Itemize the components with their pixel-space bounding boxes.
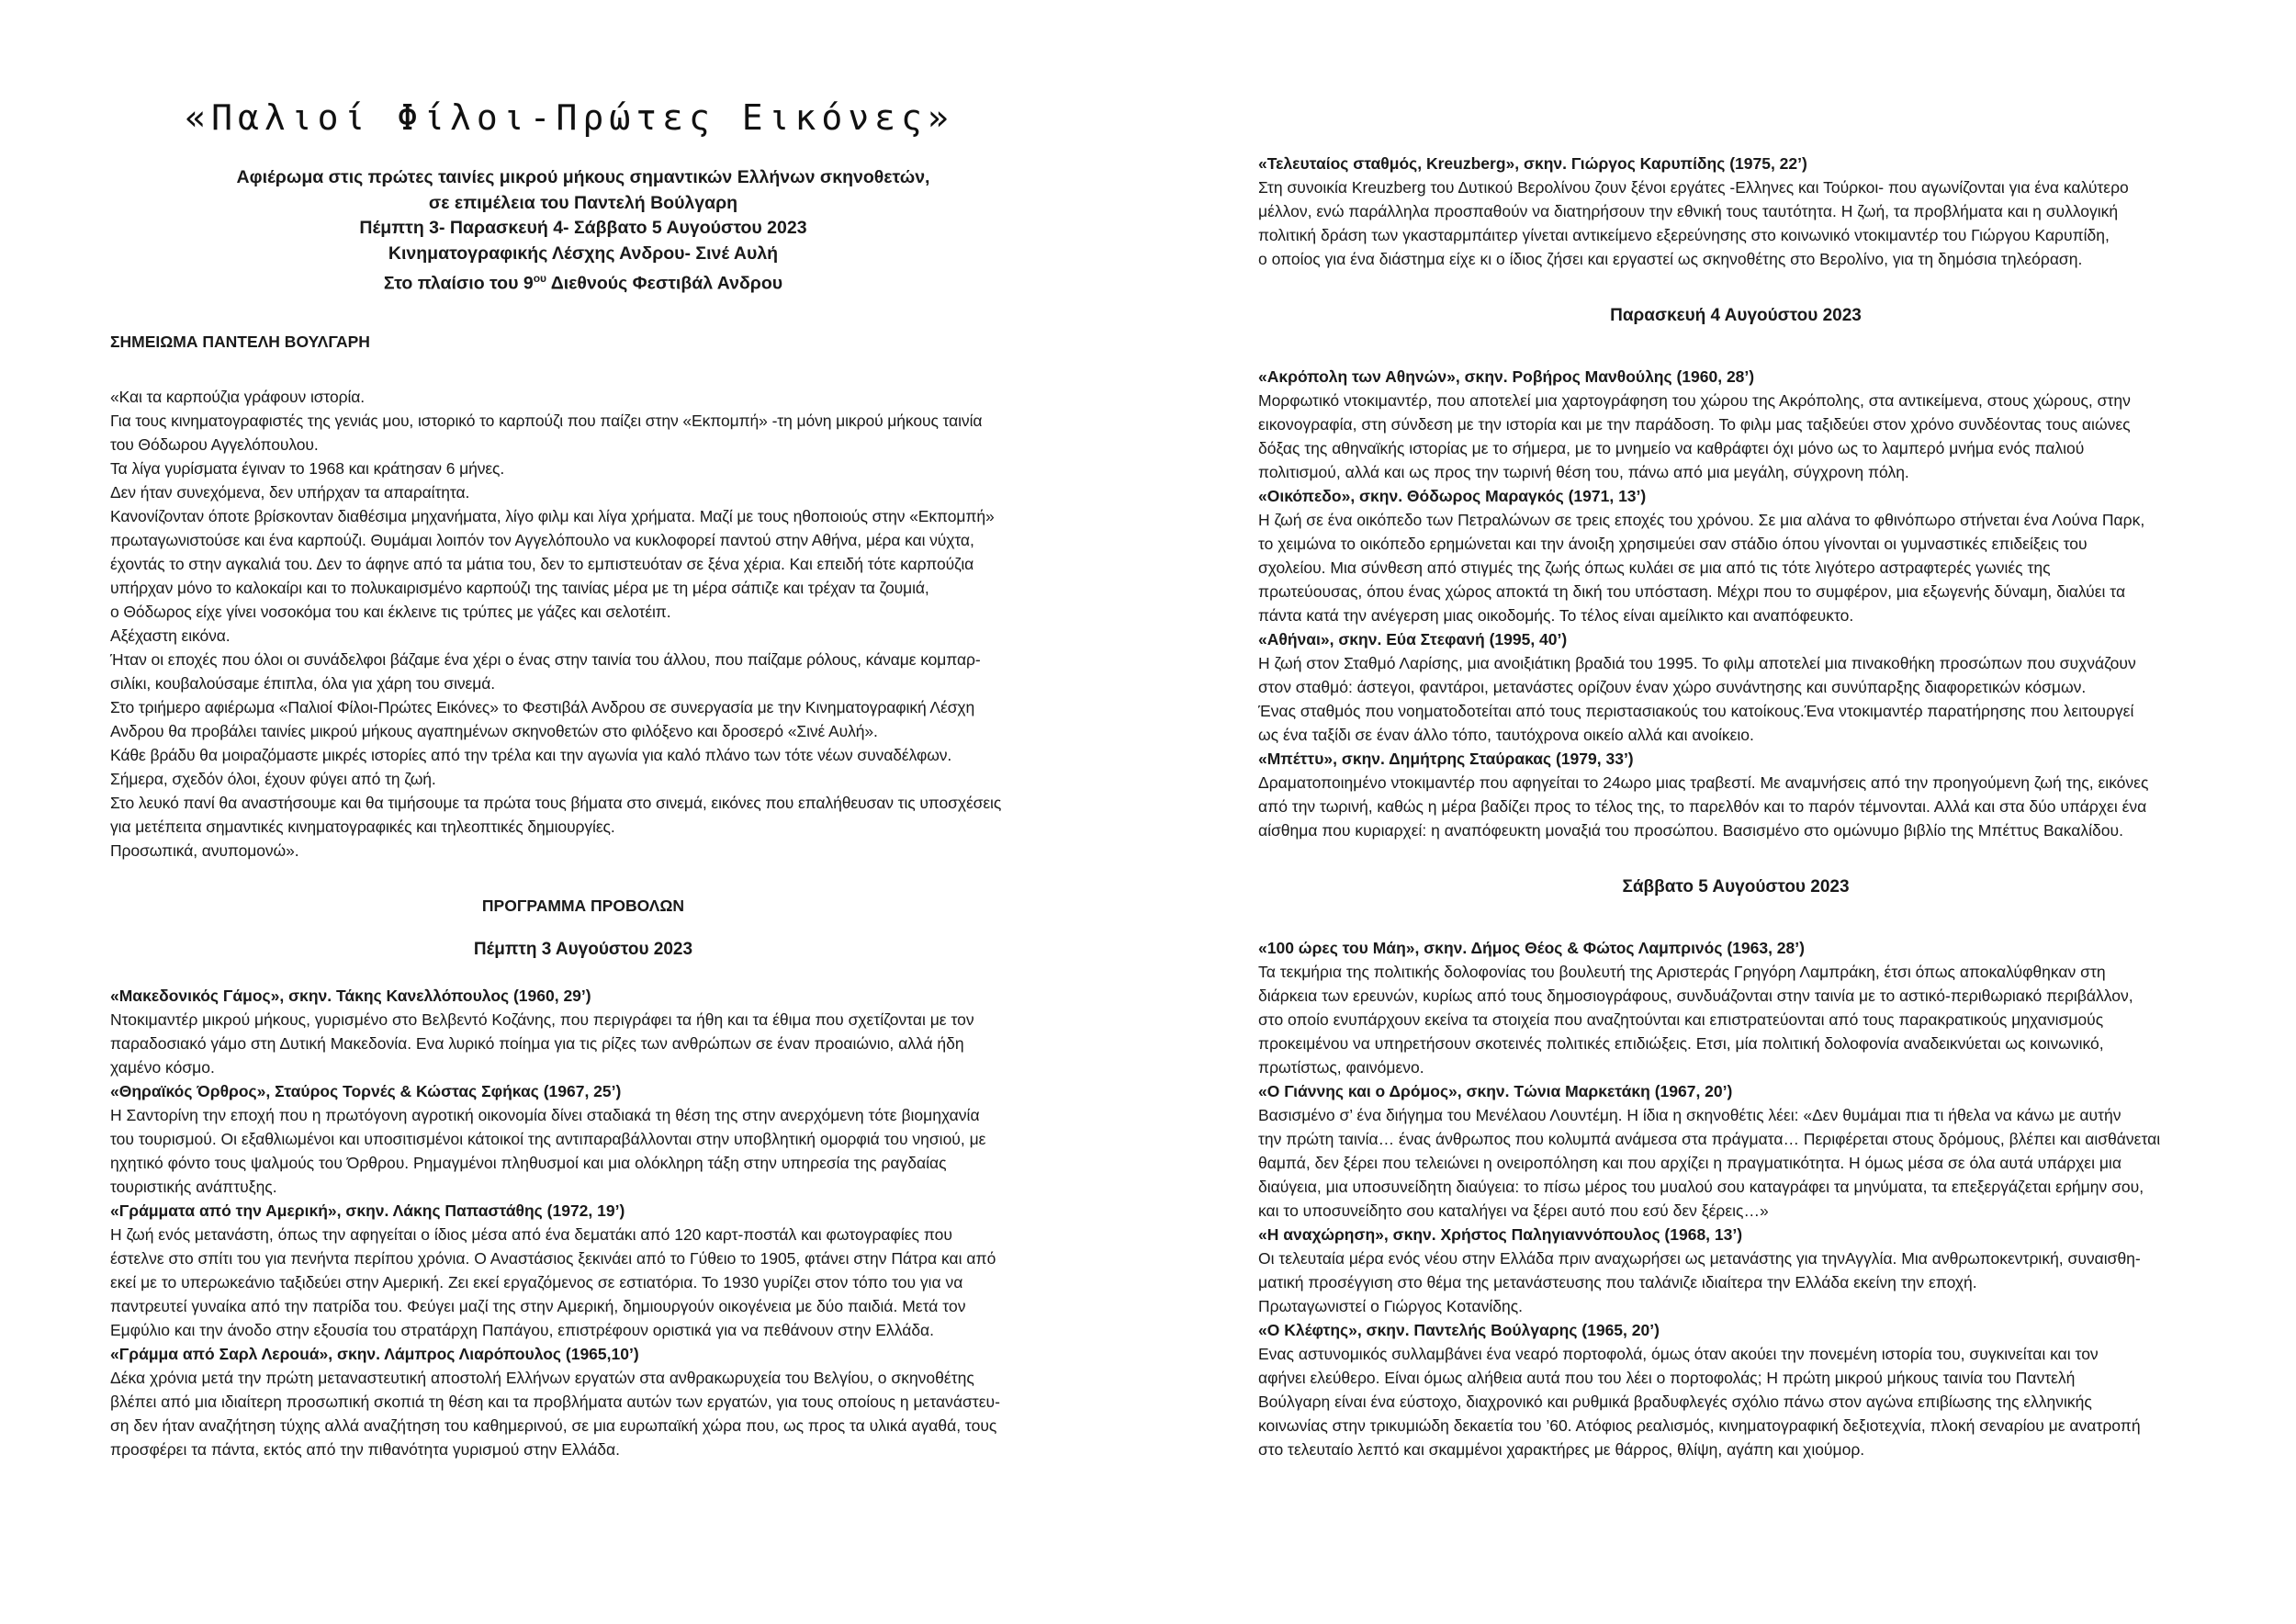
film-line: Ενας αστυνομικός συλλαμβάνει ένα νεαρό πορτοφολά, όμως όταν ακούει την πονεμένη ιστορία του, συγκινείται και τον: [1258, 1345, 2099, 1363]
film-line: στο οποίο ενυπάρχουν εκείνα τα στοιχεία που αναζητούνται και επιστρατεύονται από τους παρακρατικούς μηχανισμούς: [1258, 1010, 2104, 1029]
film-description: [1258, 1342, 2213, 1461]
film-line: Η ζωή στον Σταθμό Λαρίσης, μια ανοιξιάτικη βραδιά του 1995. Το φιλμ αποτελεί μια πινακοθήκη προσώπων που συχνάζουν: [1258, 654, 2136, 672]
film-title: «Ο Κλέφτης», σκην. Παντελής Βούλγαρης (1965, 20’): [1258, 1321, 1660, 1339]
film-description: [1258, 389, 2213, 484]
film-line: Οι τελευταία μέρα ενός νέου στην Ελλάδα πριν αναχωρήσει ως μετανάστης για τηνΑγγλία. Μια ανθρωποκεντρική, συναισθη-: [1258, 1249, 2141, 1268]
film-entry: [1258, 152, 2213, 271]
film-line: ματική προσέγγιση στο θέμα της μετανάστευσης που ταλάνιζε ιδιαίτερα την Ελλάδα εκείνη την εποχή.: [1258, 1273, 1977, 1291]
subtitle-line: Αφιέρωμα στις πρώτες ταινίες μικρού μήκους σημαντικών Ελλήνων σκηνοθετών,: [236, 167, 930, 187]
film-line: του τουρισμού. Οι εξαθλιωμένοι και υποσιτισμένοι κάτοικοί της αντιπαραβάλλονται στην υποβλητική ομορφιά του νησιού, με: [110, 1130, 986, 1148]
film-line: εικονογραφία, στη σύνδεση με την ιστορία και με την παράδοση. Το φιλμ μας ταξιδεύει στον χρόνο συνδέοντας τους αιώνες: [1258, 415, 2131, 434]
film-line: διάρκεια των ερευνών, κυρίως από τους δημοσιογράφους, συνδυάζονται στην ταινία με το αστικό-περιθωριακό περιβάλλον,: [1258, 987, 2133, 1005]
note-line: σιλίκι, κουβαλούσαμε έπιπλα, όλα για χάρη του σινεμά.: [110, 674, 496, 693]
film-entry: [110, 1079, 1056, 1199]
film-title: «Θηραϊκός Όρθρος», Σταύρος Τορνές & Κώστας Σφήκας (1967, 25’): [110, 1082, 622, 1100]
film-title: «Μακεδονικός Γάμος», σκην. Τάκης Κανελλόπουλος (1960, 29’): [110, 987, 591, 1005]
film-title: «Τελευταίος σταθμός, Kreuzberg», σκην. Γιώργος Καρυπίδης (1975, 22’): [1258, 154, 1807, 173]
film-title: «100 ώρες του Μάη», σκην. Δήμος Θέος & Φώτος Λαμπρινός (1963, 28’): [1258, 939, 1805, 957]
film-description: [110, 1008, 1056, 1079]
film-line: Δραματοποιημένο ντοκιμαντέρ που αφηγείται το 24ωρο μιας τραβεστί. Με αναμνήσεις από την προηγούμενη ζωή της, εικόνες: [1258, 773, 2149, 792]
note-line: Δεν ήταν συνεχόμενα, δεν υπήρχαν τα απαραίτητα.: [110, 483, 470, 502]
page-title: «Παλιοί Φίλοι-Πρώτες Εικόνες»: [185, 97, 954, 138]
film-line: θαμπά, δεν ξέρει που τελειώνει η ονειροπόληση και που αρχίζει η πραγματικότητα. Η όμως μέσα σε όλα αυτά υπάρχει μια: [1258, 1154, 2122, 1172]
film-entry: [1258, 747, 2213, 842]
note-line: για μετέπειτα σημαντικές κινηματογραφικές και τηλεοπτικές δημιουργίες.: [110, 818, 615, 836]
note-line: Προσωπικά, ανυπομονώ».: [110, 841, 299, 860]
festival-line-pre: Στο πλαίσιο του 9: [383, 273, 534, 294]
film-title: «Μπέττυ», σκην. Δημήτρης Σταύρακας (1979, 33’): [1258, 750, 1634, 768]
film-line: πολιτισμού, αλλά και ως προς την τωρινή θέση του, πάνω από μια μεγάλη, σύγχρονη πόλη.: [1258, 463, 1909, 481]
film-line: προκειμένου να υπηρετήσουν σκοτεινές πολιτικές επιδιώξεις. Ετσι, μία πολιτική δολοφονία αναδεικνύεται ως κοινωνικό,: [1258, 1034, 2104, 1053]
note-line: Ήταν οι εποχές που όλοι οι συνάδελφοι βάζαμε ένα χέρι ο ένας στην ταινία του άλλου, που παίζαμε ρόλους, κάναμε κομπαρ-: [110, 650, 981, 669]
subtitle-line: Κινηματογραφικής Λέσχης Ανδρου- Σινέ Αυλή: [388, 242, 779, 264]
film-entry: [1258, 936, 2213, 1079]
film-line: Βούλγαρη είναι ένα εύστοχο, διαχρονικό και ρυθμικά βραδυφλεγές σχόλιο πάνω στον αγώνα επιβίωσης της ελληνικής: [1258, 1393, 2092, 1411]
film-description: [110, 1103, 1056, 1199]
film-line: Η ζωή ενός μετανάστη, όπως την αφηγείται ο ίδιος μέσα από ένα δεματάκι από 120 καρτ-ποστάλ και φωτογραφίες που: [110, 1225, 952, 1244]
festival-sup: ου: [533, 272, 547, 285]
film-line: πολιτική δράση των γκασταρμπάιτερ γίνεται αντικείμενο εξερεύνησης στο κοινωνικό ντοκιμαντέρ του Γιώργου Καρυπίδη,: [1258, 226, 2110, 244]
film-line: Η Σαντορίνη την εποχή που η πρωτόγονη αγροτική οικονομία δίνει σταδιακά τη θέση της στην ανερχόμενη τότε βιομηχανία: [110, 1106, 980, 1124]
left-page: [110, 92, 1056, 1461]
festival-line-post: Διεθνούς Φεστιβάλ Ανδρου: [546, 273, 783, 294]
film-line: στον σταθμό: άστεγοι, φαντάροι, μετανάστες ορίζουν έναν χώρο συνάντησης και συνύπαρξης διαφορετικών κόσμων.: [1258, 678, 2087, 696]
film-line: Δέκα χρόνια μετά την πρώτη μεταναστευτική αποστολή Ελλήνων εργατών στα ανθρακωρυχεία του Βελγίου, ο σκηνοθέτης: [110, 1369, 974, 1387]
film-line: βλέπει από μια ιδιαίτερη προσωπική σκοπιά τη θέση και τα προβλήματα αυτών των εργατών, για τους οποίους η μετανάστευ-: [110, 1393, 1000, 1411]
film-description: [1258, 1246, 2213, 1318]
film-line: Η ζωή σε ένα οικόπεδο των Πετραλώνων σε τρεις εποχές του χρόνου. Σε μια αλάνα το φθινόπωρο στήνεται ένα Λούνα Παρκ,: [1258, 511, 2145, 529]
film-description: [1258, 508, 2213, 627]
film-description: [1258, 771, 2213, 842]
film-title: «Γράμματα από την Αμερική», σκην. Λάκης Παπαστάθης (1972, 19’): [110, 1201, 625, 1220]
day-heading-friday: Παρασκευή 4 Αυγούστου 2023: [1610, 306, 1862, 325]
film-line: Στη συνοικία Kreuzberg του Δυτικού Βερολίνου ζουν ξένοι εργάτες -Ελληνες και Τούρκοι- που αγωνίζονται για ένα καλύτερο: [1258, 178, 2129, 197]
film-line: Πρωταγωνιστεί ο Γιώργος Κοτανίδης.: [1258, 1297, 1524, 1315]
note-heading: ΣΗΜΕΙΩΜΑ ΠΑΝΤΕΛΗ ΒΟΥΛΓΑΡΗ: [110, 333, 370, 351]
film-line: και το υποσυνείδητο σου καταλήγει να ξέρει αυτό που εσύ δεν ξέρεις…»: [1258, 1201, 1769, 1220]
note-line: Τα λίγα γυρίσματα έγιναν το 1968 και κράτησαν 6 μήνες.: [110, 459, 505, 478]
note-line: Στο τριήμερο αφιέρωμα «Παλιοί Φίλοι-Πρώτες Εικόνες» το Φεστιβάλ Ανδρου σε συνεργασία με την Κινηματογραφική Λέσχη: [110, 698, 975, 716]
note-line: Αξέχαστη εικόνα.: [110, 626, 231, 645]
film-line: Ένας σταθμός που νοηματοδοτείται από τους περιστασιακούς του κατοίκους.Ένα ντοκιμαντέρ παρατήρησης που λειτουργεί: [1258, 702, 2134, 720]
note-line: «Και τα καρπούζια γράφουν ιστορία.: [110, 388, 366, 406]
film-line: μέλλον, ενώ παράλληλα προσπαθούν να διατηρήσουν την εθνική τους ταυτότητα. Η ζωή, τα προβλήματα και η συλλογική: [1258, 202, 2119, 220]
film-description: [110, 1223, 1056, 1342]
note-line: υπήρχαν μόνο το καλοκαίρι και το πολυκαιρισμένο καρπούζι της ταινίας μέρα με τη μέρα σάπιζε και τρέχαν τα ζουμιά,: [110, 579, 929, 597]
film-line: Ντοκιμαντέρ μικρού μήκους, γυρισμένο στο Βελβεντό Κοζάνης, που περιγράφει τα ήθη και τα έθιμα που σχετίζονται με τον: [110, 1010, 974, 1029]
film-description: [1258, 1103, 2213, 1223]
note-body: [110, 385, 1056, 863]
film-line: Βασισμένο σ’ ένα διήγημα του Μενέλαου Λουντέμη. Η ίδια η σκηνοθέτις λέει: «Δεν θυμάμαι πια τι ήθελα να κάνω με αυτήν: [1258, 1106, 2122, 1124]
film-entry: [1258, 1223, 2213, 1318]
film-line: αφήνει ελεύθερο. Είναι όμως αλήθεια αυτά που του λέει ο πορτοφολάς; Η πρώτη μικρού μήκους ταινία του Παντελή: [1258, 1369, 2076, 1387]
film-line: πρωτίστως, φαινόμενο.: [1258, 1058, 1424, 1077]
note-line: του Θόδωρου Αγγελόπουλου.: [110, 435, 319, 454]
film-line: ως ένα ταξίδι σε έναν άλλο τόπο, ταυτόχρονα οικείο αλλά και ανοίκειο.: [1258, 726, 1754, 744]
film-line: από την τωρινή, καθώς η μέρα βαδίζει προς το τέλος της, το παρελθόν και το παρόν τέμνονται. Αλλά και στα δύο υπάρχει ένα: [1258, 797, 2147, 816]
film-title: «Ο Γιάννης και ο Δρόμος», σκην. Τώνια Μαρκετάκη (1967, 20’): [1258, 1082, 1733, 1100]
film-title: «Γράμμα από Σαρλ Λεροuά», σκην. Λάμπρος Λιαρόπουλος (1965,10’): [110, 1345, 639, 1363]
film-line: εκεί με το υπερωκεάνιο ταξιδεύει στην Αμερική. Ζει εκεί εργαζόμενος σε εστιατόρια. Το 1930 γυρίζει στον τόπο του για να: [110, 1273, 963, 1291]
note-line: Για τους κινηματογραφιστές της γενιάς μου, ιστορικό το καρπούζι που παίζει στην «Εκπομπή» -τη μόνη μικρού μήκους ταινία: [110, 412, 983, 430]
film-entry: [110, 1342, 1056, 1461]
film-title: «Αθήναι», σκην. Εύα Στεφανή (1995, 40’): [1258, 630, 1568, 648]
film-line: παντρευτεί γυναίκα από την πατρίδα του. Φεύγει μαζί της στην Αμερική, δημιουργούν οικογένεια με δύο παιδιά. Μετά τον: [110, 1297, 966, 1315]
subtitle-line: σε επιμέλεια του Παντελή Βούλγαρη: [428, 192, 738, 213]
day-heading-thursday: Πέμπτη 3 Αυγούστου 2023: [473, 940, 693, 959]
film-line: χαμένο κόσμο.: [110, 1058, 215, 1077]
note-line: Στο λευκό πανί θα αναστήσουμε και θα τιμήσουμε τα πρώτα τους βήματα στο σινεμά, εικόνες που επαλήθευσαν τις υποσχέσεις: [110, 794, 1002, 812]
festival-line: [110, 266, 1056, 297]
film-line: τουριστικής ανάπτυξης.: [110, 1178, 277, 1196]
note-line: Κανονίζονταν όποτε βρίσκονταν διαθέσιμα μηχανήματα, λίγο φιλμ και λίγα χρήματα. Μαζί με τους ηθοποιούς στην «Εκπομπή»: [110, 507, 995, 525]
film-description: [110, 1366, 1056, 1461]
film-line: Μορφωτικό ντοκιμαντέρ, που αποτελεί μια χαρτογράφηση του χώρου της Ακρόπολης, στα αντικείμενα, στους χώρους, στην: [1258, 391, 2131, 410]
film-line: πάντα κατά την ανέγερση μιας οικοδομής. Το τέλος είναι αμείλικτο και αναπόφευκτο.: [1258, 606, 1854, 625]
film-line: σχολείου. Μια σύνθεση από στιγμές της ζωής όπως κυλάει σε μια από τις τότε λιγότερο αστραφτερές γωνιές της: [1258, 558, 2051, 577]
film-description: [1258, 175, 2213, 271]
subtitle-block: [110, 165, 1056, 297]
film-line: αίσθημα που κυριαρχεί: η αναπόφευκτη μοναξιά του προσώπου. Βασισμένο στο ομώνυμο βιβλίο της Μπέττυς Βακαλίδου.: [1258, 821, 2123, 840]
day-heading-saturday: Σάββατο 5 Αυγούστου 2023: [1622, 877, 1850, 897]
film-line: Εμφύλιο και την άνοδο στην εξουσία του στρατάρχη Παπάγου, επιστρέφουν οριστικά για να πεθάνουν στην Ελλάδα.: [110, 1321, 935, 1339]
film-description: [1258, 960, 2213, 1079]
note-line: Κάθε βράδυ θα μοιραζόμαστε μικρές ιστορίες από την τρέλα και την αγωνία για καλό πλάνο των τότε νέων συναδέλφων.: [110, 746, 952, 764]
film-line: Τα τεκμήρια της πολιτικής δολοφονίας του βουλευτή της Αριστεράς Γρηγόρη Λαμπράκη, έτσι όπως αποκαλύφθηκαν στη: [1258, 963, 2106, 981]
film-entry: [1258, 484, 2213, 627]
film-line: παραδοσιακό γάμο στη Δυτική Μακεδονία. Ενα λυρικό ποίημα για τις ρίζες των ανθρώπων σε έναν προαιώνιο, αλλά ήδη: [110, 1034, 964, 1053]
film-line: προσφέρει τα πάντα, εκτός από την πιθανότητα γυρισμού στην Ελλάδα.: [110, 1440, 620, 1459]
film-title: «Η αναχώρηση», σκην. Χρήστος Παληγιαννόπουλος (1968, 13’): [1258, 1225, 1743, 1244]
film-line: δόξας της αθηναϊκής ιστορίας με το σήμερα, με το μνημείο να καθράφτει όχι μόνο ως το λαμπερό μνήμα ενός παλιού: [1258, 439, 2085, 457]
film-entry: [110, 1199, 1056, 1342]
film-entry: [110, 984, 1056, 1079]
right-page: [1258, 152, 2213, 1461]
film-line: ηχητικό φόντο τους ψαλμούς του Όρθρου. Ρημαγμένοι πληθυσμοί και μια ολόκληρη τάξη στην υπηρεσία της ραγδαίας: [110, 1154, 947, 1172]
note-line: Ανδρου θα προβάλει ταινίες μικρού μήκους αγαπημένων σκηνοθετών στο φιλόξενο και δροσερό «Σινέ Αυλή».: [110, 722, 878, 740]
note-line: πρωταγωνιστούσε και ένα καρπούζι. Θυμάμαι λοιπόν τον Αγγελόπουλο να κυκλοφορεί παντού στην Αθήνα, μέρα και νύχτα,: [110, 531, 974, 549]
subtitle-line: Πέμπτη 3- Παρασκευή 4- Σάββατο 5 Αυγούστου 2023: [359, 218, 807, 238]
note-line: Σήμερα, σχεδόν όλοι, έχουν φύγει από τη ζωή.: [110, 770, 436, 788]
film-entry: [1258, 1079, 2213, 1223]
film-line: διαύγεια, μια υποσυνείδητη διαύγεια: το πίσω μέρος του μυαλού σου καταγράφει τα μηνύματα, τα επεξεργάζεται ερήμην σου,: [1258, 1178, 2144, 1196]
note-line: ο Θόδωρος είχε γίνει νοσοκόμα του και έκλεινε τις τρύπες με γάζες και σελοτέιπ.: [110, 603, 671, 621]
note-line: έχοντάς το στην αγκαλιά του. Δεν το άφηνε από τα μάτια του, δεν το εμπιστευόταν σε ξένα χέρια. Και επειδή τότε καρπούζια: [110, 555, 974, 573]
film-title: «Οικόπεδο», σκην. Θόδωρος Μαραγκός (1971, 13’): [1258, 487, 1647, 505]
film-line: ο οποίος για ένα διάστημα είχε κι ο ίδιος ζήσει και εργαστεί ως σκηνοθέτης στο Βερολίνο, για τη δημόσια τηλεόραση.: [1258, 250, 2083, 268]
film-title: «Ακρόπολη των Αθηνών», σκην. Ροβήρος Μανθούλης (1960, 28’): [1258, 367, 1755, 386]
film-line: στο τελευταίο λεπτό και σκαμμένοι χαρακτήρες με θάρρος, θλίψη, αγάπη και χιούμορ.: [1258, 1440, 1865, 1459]
film-entry: [1258, 627, 2213, 747]
film-line: ση δεν ήταν αναζήτηση τύχης αλλά αναζήτηση του καθημερινού, σε μια ευρωπαϊκή χώρα που, ως προς τα υλικά αγαθά, τους: [110, 1416, 997, 1435]
film-description: [1258, 651, 2213, 747]
film-line: το χειμώνα το οικόπεδο ερημώνεται και την άνοιξη χρησιμεύει σαν στάδιο όπου γίνονται οι γυμναστικές επιδείξεις του: [1258, 535, 2088, 553]
film-entry: [1258, 365, 2213, 484]
film-line: την πρώτη ταινία… ένας άνθρωπος που κολυμπά ανάμεσα στα πράγματα… Περιφέρεται στους δρόμους, βλέπει και αισθάνεται: [1258, 1130, 2161, 1148]
film-entry: [1258, 1318, 2213, 1461]
film-line: έστελνε στο σπίτι του για πενήντα περίπου χρόνια. Ο Αναστάσιος ξεκινάει από το Γύθειο το 1905, φτάνει στην Πάτρα και από: [110, 1249, 996, 1268]
program-heading: ΠΡΟΓΡΑΜΜΑ ΠΡΟΒΟΛΩΝ: [481, 897, 685, 915]
film-line: κοινωνίας στην τρικυμιώδη δεκαετία του ’60. Ατόφιος ρεαλισμός, κινηματογραφική δεξιοτεχνία, πλοκή σεναρίου με ανατροπή: [1258, 1416, 2141, 1435]
film-line: πρωτεύουσας, όπου ένας χώρος αποκτά τη δική του υπόσταση. Μέχρι που το συμφέρον, μια εξωγενής δύναμη, διαλύει τα: [1258, 582, 2126, 601]
